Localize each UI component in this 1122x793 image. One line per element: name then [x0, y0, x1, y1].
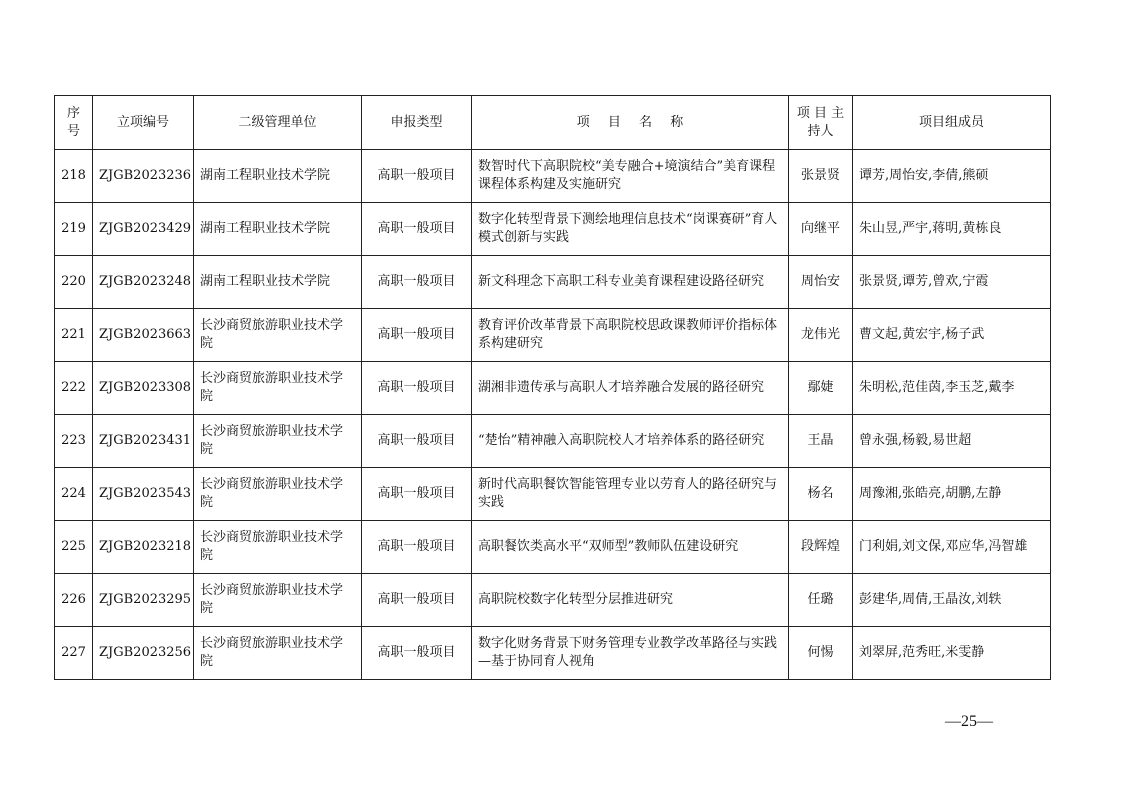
cell-host: 何惕	[789, 627, 853, 680]
project-table	[54, 95, 1051, 680]
cell-type: 高职一般项目	[362, 468, 472, 521]
cell-name: “楚怡”精神融入高职院校人才培养体系的路径研究	[472, 415, 789, 468]
table-row	[55, 203, 1051, 256]
cell-code: ZJGB2023308	[93, 362, 194, 415]
header-members: 项目组成员	[853, 96, 1051, 150]
cell-unit: 湖南工程职业技术学院	[194, 203, 362, 256]
cell-members: 刘翠屏,范秀旺,米雯静	[853, 627, 1051, 680]
cell-seq: 221	[55, 309, 93, 362]
cell-code: ZJGB2023248	[93, 256, 194, 309]
cell-code: ZJGB2023256	[93, 627, 194, 680]
cell-host: 向继平	[789, 203, 853, 256]
cell-unit: 长沙商贸旅游职业技术学院	[194, 521, 362, 574]
header-code: 立项编号	[93, 96, 194, 150]
cell-unit: 长沙商贸旅游职业技术学院	[194, 627, 362, 680]
cell-unit: 湖南工程职业技术学院	[194, 256, 362, 309]
table-row	[55, 256, 1051, 309]
table-row	[55, 309, 1051, 362]
cell-members: 谭芳,周怡安,李倩,熊硕	[853, 150, 1051, 203]
table-row	[55, 415, 1051, 468]
cell-type: 高职一般项目	[362, 150, 472, 203]
cell-code: ZJGB2023218	[93, 521, 194, 574]
cell-name: 新文科理念下高职工科专业美育课程建设路径研究	[472, 256, 789, 309]
cell-name: 湖湘非遗传承与高职人才培养融合发展的路径研究	[472, 362, 789, 415]
cell-members: 张景贤,谭芳,曾欢,宁霞	[853, 256, 1051, 309]
cell-members: 周豫湘,张皓亮,胡鹏,左静	[853, 468, 1051, 521]
cell-members: 曹文起,黄宏宇,杨子武	[853, 309, 1051, 362]
cell-host: 张景贤	[789, 150, 853, 203]
cell-code: ZJGB2023236	[93, 150, 194, 203]
cell-seq: 227	[55, 627, 93, 680]
header-name: 项 目 名 称	[472, 96, 789, 150]
cell-type: 高职一般项目	[362, 574, 472, 627]
cell-host: 龙伟光	[789, 309, 853, 362]
cell-host: 杨名	[789, 468, 853, 521]
table-row	[55, 574, 1051, 627]
cell-seq: 219	[55, 203, 93, 256]
cell-type: 高职一般项目	[362, 203, 472, 256]
cell-unit: 长沙商贸旅游职业技术学院	[194, 468, 362, 521]
cell-code: ZJGB2023429	[93, 203, 194, 256]
cell-host: 王晶	[789, 415, 853, 468]
cell-members: 门利娟,刘文保,邓应华,冯智雄	[853, 521, 1051, 574]
cell-type: 高职一般项目	[362, 521, 472, 574]
cell-code: ZJGB2023295	[93, 574, 194, 627]
table-header-row	[55, 96, 1051, 150]
header-type: 申报类型	[362, 96, 472, 150]
cell-unit: 长沙商贸旅游职业技术学院	[194, 309, 362, 362]
cell-name: 教育评价改革背景下高职院校思政课教师评价指标体系构建研究	[472, 309, 789, 362]
cell-unit: 湖南工程职业技术学院	[194, 150, 362, 203]
cell-seq: 220	[55, 256, 93, 309]
cell-seq: 224	[55, 468, 93, 521]
cell-members: 彭建华,周倩,王晶汝,刘轶	[853, 574, 1051, 627]
table-row	[55, 521, 1051, 574]
header-host: 项 目 主持人	[789, 96, 853, 150]
cell-type: 高职一般项目	[362, 309, 472, 362]
cell-unit: 长沙商贸旅游职业技术学院	[194, 574, 362, 627]
cell-type: 高职一般项目	[362, 627, 472, 680]
cell-code: ZJGB2023431	[93, 415, 194, 468]
page-number: —25—	[945, 713, 993, 730]
cell-type: 高职一般项目	[362, 362, 472, 415]
cell-name: 数字化转型背景下测绘地理信息技术“岗课赛研”育人模式创新与实践	[472, 203, 789, 256]
cell-unit: 长沙商贸旅游职业技术学院	[194, 362, 362, 415]
cell-host: 任璐	[789, 574, 853, 627]
table-row	[55, 362, 1051, 415]
cell-name: 数字化财务背景下财务管理专业教学改革路径与实践—基于协同育人视角	[472, 627, 789, 680]
cell-seq: 225	[55, 521, 93, 574]
cell-type: 高职一般项目	[362, 415, 472, 468]
cell-members: 朱明松,范佳茵,李玉芝,戴李	[853, 362, 1051, 415]
cell-seq: 226	[55, 574, 93, 627]
table-row	[55, 150, 1051, 203]
cell-host: 鄢婕	[789, 362, 853, 415]
table-row	[55, 468, 1051, 521]
cell-name: 高职餐饮类高水平“双师型”教师队伍建设研究	[472, 521, 789, 574]
cell-unit: 长沙商贸旅游职业技术学院	[194, 415, 362, 468]
cell-name: 高职院校数字化转型分层推进研究	[472, 574, 789, 627]
cell-members: 曾永强,杨毅,易世超	[853, 415, 1051, 468]
cell-code: ZJGB2023663	[93, 309, 194, 362]
header-seq: 序号	[55, 96, 93, 150]
cell-name: 数智时代下高职院校“美专融合+境演结合”美育课程课程体系构建及实施研究	[472, 150, 789, 203]
cell-host: 段辉煌	[789, 521, 853, 574]
cell-host: 周怡安	[789, 256, 853, 309]
cell-seq: 218	[55, 150, 93, 203]
header-unit: 二级管理单位	[194, 96, 362, 150]
cell-members: 朱山昱,严宇,蒋明,黄栋良	[853, 203, 1051, 256]
cell-seq: 222	[55, 362, 93, 415]
cell-type: 高职一般项目	[362, 256, 472, 309]
cell-name: 新时代高职餐饮智能管理专业以劳育人的路径研究与实践	[472, 468, 789, 521]
cell-code: ZJGB2023543	[93, 468, 194, 521]
cell-seq: 223	[55, 415, 93, 468]
table-row	[55, 627, 1051, 680]
